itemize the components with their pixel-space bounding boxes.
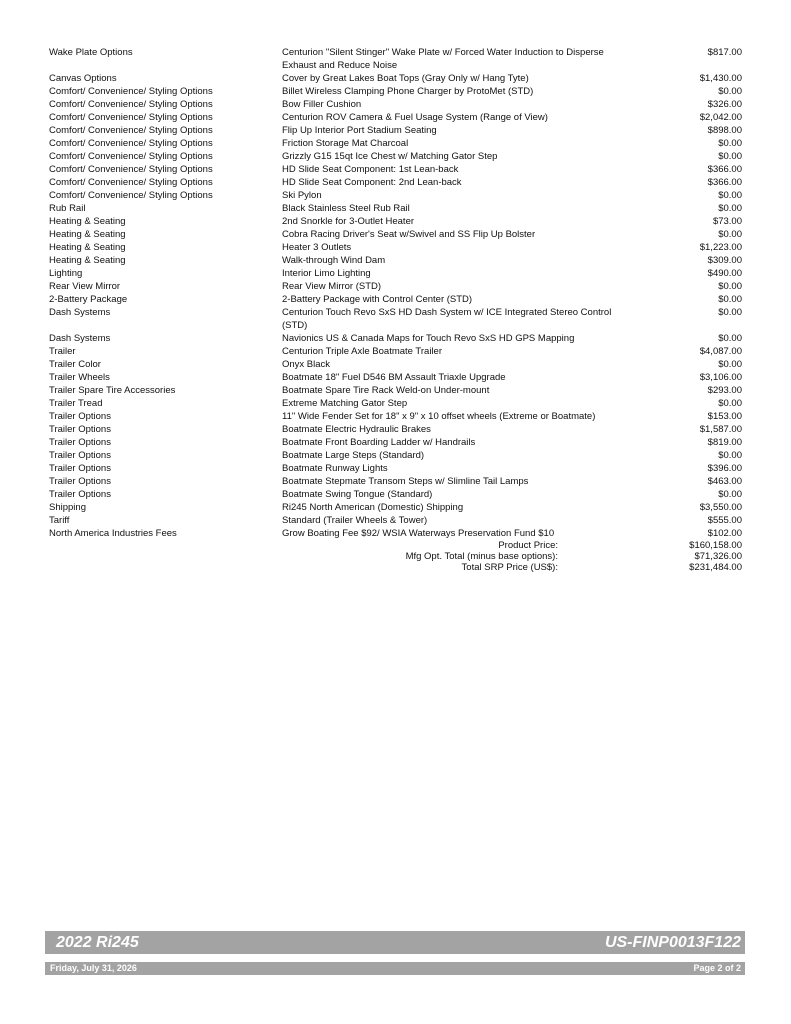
option-category: Trailer Options bbox=[49, 476, 111, 487]
option-price: $0.00 bbox=[718, 294, 742, 305]
option-price: $309.00 bbox=[707, 255, 742, 266]
option-price: $102.00 bbox=[707, 528, 742, 539]
option-category: Shipping bbox=[49, 502, 86, 513]
option-row bbox=[0, 72, 791, 85]
option-price: $396.00 bbox=[707, 463, 742, 474]
option-price: $1,587.00 bbox=[699, 424, 742, 435]
option-price: $817.00 bbox=[707, 47, 742, 58]
total-value: $71,326.00 bbox=[694, 551, 742, 562]
total-label: Mfg Opt. Total (minus base options): bbox=[405, 551, 558, 562]
option-description: Grow Boating Fee $92/ WSIA Waterways Preservation Fund $10 bbox=[282, 528, 555, 539]
option-description: Walk-through Wind Dam bbox=[282, 255, 386, 266]
option-row bbox=[0, 358, 791, 371]
option-row bbox=[0, 371, 791, 384]
option-category: 2-Battery Package bbox=[49, 294, 128, 305]
option-description: Boatmate Stepmate Transom Steps w/ Slimline Tail Lamps bbox=[282, 476, 529, 487]
option-price: $490.00 bbox=[707, 268, 742, 279]
option-price: $1,223.00 bbox=[699, 242, 742, 253]
option-category: Trailer bbox=[49, 346, 76, 357]
option-row bbox=[0, 514, 791, 527]
option-price: $0.00 bbox=[718, 138, 742, 149]
total-row bbox=[0, 540, 791, 551]
total-value: $231,484.00 bbox=[689, 562, 742, 573]
option-price: $0.00 bbox=[718, 281, 742, 292]
option-category: Heating & Seating bbox=[49, 255, 126, 266]
option-price: $153.00 bbox=[707, 411, 742, 422]
option-category: Dash Systems bbox=[49, 333, 111, 344]
option-description: Navionics US & Canada Maps for Touch Revo SxS HD GPS Mapping bbox=[282, 333, 575, 344]
option-description: HD Slide Seat Component: 1st Lean-back bbox=[282, 164, 459, 175]
option-category: Heating & Seating bbox=[49, 216, 126, 227]
option-price: $0.00 bbox=[718, 489, 742, 500]
option-price: $0.00 bbox=[718, 190, 742, 201]
option-price: $3,550.00 bbox=[699, 502, 742, 513]
option-category: Trailer Options bbox=[49, 424, 111, 435]
footer-date: Friday, July 31, 2026 bbox=[50, 963, 137, 973]
option-price: $0.00 bbox=[718, 359, 742, 370]
option-description: Centurion Touch Revo SxS HD Dash System w/ ICE Integrated Stereo Control (STD) bbox=[282, 307, 612, 331]
option-row bbox=[0, 501, 791, 514]
option-row bbox=[0, 488, 791, 501]
option-description: Ski Pylon bbox=[282, 190, 322, 201]
option-category: Trailer Options bbox=[49, 463, 111, 474]
option-category: Rear View Mirror bbox=[49, 281, 121, 292]
option-description: 2nd Snorkle for 3-Outlet Heater bbox=[282, 216, 415, 227]
option-price: $1,430.00 bbox=[699, 73, 742, 84]
option-description: Boatmate Front Boarding Ladder w/ Handrails bbox=[282, 437, 476, 448]
option-price: $293.00 bbox=[707, 385, 742, 396]
option-row bbox=[0, 85, 791, 98]
footer-hull-id: US-FINP0013F122 bbox=[604, 934, 741, 951]
option-row bbox=[0, 241, 791, 254]
option-category: Canvas Options bbox=[49, 73, 117, 84]
option-description: Extreme Matching Gator Step bbox=[282, 398, 408, 409]
option-category: Comfort/ Convenience/ Styling Options bbox=[49, 99, 213, 110]
option-description: Boatmate Large Steps (Standard) bbox=[282, 450, 425, 461]
option-row bbox=[0, 215, 791, 228]
option-category: Trailer Tread bbox=[49, 398, 103, 409]
total-row bbox=[0, 562, 791, 573]
option-category: Comfort/ Convenience/ Styling Options bbox=[49, 86, 213, 97]
option-category: Heating & Seating bbox=[49, 229, 126, 240]
option-category: Trailer Options bbox=[49, 437, 111, 448]
option-row bbox=[0, 449, 791, 462]
option-price: $0.00 bbox=[718, 151, 742, 162]
footer-info-bar bbox=[45, 962, 745, 975]
option-description: Boatmate 18" Fuel D546 BM Assault Triaxle Upgrade bbox=[282, 372, 506, 383]
option-price: $73.00 bbox=[712, 216, 742, 227]
option-description: Onyx Black bbox=[282, 359, 331, 370]
option-row bbox=[0, 462, 791, 475]
option-category: Lighting bbox=[49, 268, 83, 279]
option-row bbox=[0, 423, 791, 436]
options-table bbox=[0, 46, 791, 540]
option-category: Comfort/ Convenience/ Styling Options bbox=[49, 177, 213, 188]
option-row bbox=[0, 332, 791, 345]
option-category: Comfort/ Convenience/ Styling Options bbox=[49, 112, 213, 123]
option-category: Comfort/ Convenience/ Styling Options bbox=[49, 138, 213, 149]
total-row bbox=[0, 551, 791, 562]
option-category: Trailer Wheels bbox=[49, 372, 110, 383]
option-price: $463.00 bbox=[707, 476, 742, 487]
option-row bbox=[0, 163, 791, 176]
option-description: Boatmate Swing Tongue (Standard) bbox=[282, 489, 433, 500]
option-row bbox=[0, 124, 791, 137]
option-price: $0.00 bbox=[718, 398, 742, 409]
option-row bbox=[0, 202, 791, 215]
option-description: Black Stainless Steel Rub Rail bbox=[282, 203, 410, 214]
option-row bbox=[0, 527, 791, 540]
option-description: Flip Up Interior Port Stadium Seating bbox=[282, 125, 437, 136]
option-category: Trailer Color bbox=[49, 359, 101, 370]
option-row bbox=[0, 111, 791, 124]
option-price: $0.00 bbox=[718, 203, 742, 214]
option-price: $0.00 bbox=[718, 307, 742, 318]
option-row bbox=[0, 280, 791, 293]
option-price: $0.00 bbox=[718, 229, 742, 240]
option-price: $366.00 bbox=[707, 164, 742, 175]
option-price: $0.00 bbox=[718, 450, 742, 461]
option-description: HD Slide Seat Component: 2nd Lean-back bbox=[282, 177, 462, 188]
option-row bbox=[0, 306, 791, 332]
option-description: Heater 3 Outlets bbox=[282, 242, 352, 253]
option-description: Centurion "Silent Stinger" Wake Plate w/ Forced Water Induction to Disperse Exhaust and Reduce Noise bbox=[282, 47, 604, 71]
option-row bbox=[0, 436, 791, 449]
option-category: Trailer Options bbox=[49, 450, 111, 461]
option-price: $555.00 bbox=[707, 515, 742, 526]
option-description: 11" Wide Fender Set for 18" x 9" x 10 offset wheels (Extreme or Boatmate) bbox=[282, 411, 596, 422]
option-description: 2-Battery Package with Control Center (STD) bbox=[282, 294, 473, 305]
option-category: Comfort/ Convenience/ Styling Options bbox=[49, 151, 213, 162]
option-category: Trailer Options bbox=[49, 489, 111, 500]
option-row bbox=[0, 189, 791, 202]
option-row bbox=[0, 475, 791, 488]
footer-model: 2022 Ri245 bbox=[56, 934, 139, 951]
option-row bbox=[0, 254, 791, 267]
option-row bbox=[0, 410, 791, 423]
option-description: Cover by Great Lakes Boat Tops (Gray Only w/ Hang Tyte) bbox=[282, 73, 529, 84]
option-description: Centurion ROV Camera & Fuel Usage System (Range of View) bbox=[282, 112, 548, 123]
option-category: Rub Rail bbox=[49, 203, 86, 214]
option-category: Dash Systems bbox=[49, 307, 111, 318]
totals-section bbox=[0, 540, 791, 573]
option-category: Comfort/ Convenience/ Styling Options bbox=[49, 125, 213, 136]
option-row bbox=[0, 150, 791, 163]
option-description: Bow Filler Cushion bbox=[282, 99, 362, 110]
total-label: Product Price: bbox=[498, 540, 558, 551]
total-value: $160,158.00 bbox=[689, 540, 742, 551]
option-row bbox=[0, 267, 791, 280]
option-price: $0.00 bbox=[718, 333, 742, 344]
option-category: Trailer Options bbox=[49, 411, 111, 422]
option-row bbox=[0, 176, 791, 189]
option-row bbox=[0, 228, 791, 241]
total-label: Total SRP Price (US$): bbox=[461, 562, 558, 573]
option-description: Cobra Racing Driver's Seat w/Swivel and SS Flip Up Bolster bbox=[282, 229, 536, 240]
option-category: Comfort/ Convenience/ Styling Options bbox=[49, 164, 213, 175]
option-row bbox=[0, 137, 791, 150]
option-row bbox=[0, 46, 791, 72]
option-description: Grizzly G15 15qt Ice Chest w/ Matching Gator Step bbox=[282, 151, 498, 162]
option-description: Boatmate Runway Lights bbox=[282, 463, 388, 474]
option-description: Centurion Triple Axle Boatmate Trailer bbox=[282, 346, 442, 357]
option-row bbox=[0, 397, 791, 410]
option-category: Wake Plate Options bbox=[49, 47, 133, 58]
option-description: Interior Limo Lighting bbox=[282, 268, 371, 279]
option-description: Boatmate Spare Tire Rack Weld-on Under-mount bbox=[282, 385, 490, 396]
option-row bbox=[0, 384, 791, 397]
option-price: $2,042.00 bbox=[699, 112, 742, 123]
option-description: Rear View Mirror (STD) bbox=[282, 281, 382, 292]
option-description: Billet Wireless Clamping Phone Charger by ProtoMet (STD) bbox=[282, 86, 534, 97]
option-row bbox=[0, 345, 791, 358]
option-category: Heating & Seating bbox=[49, 242, 126, 253]
option-description: Friction Storage Mat Charcoal bbox=[282, 138, 409, 149]
option-row bbox=[0, 98, 791, 111]
footer-title-bar bbox=[45, 931, 745, 954]
option-description: Boatmate Electric Hydraulic Brakes bbox=[282, 424, 431, 435]
option-row bbox=[0, 293, 791, 306]
option-price: $3,106.00 bbox=[699, 372, 742, 383]
option-price: $4,087.00 bbox=[699, 346, 742, 357]
footer-page-number: Page 2 of 2 bbox=[693, 963, 741, 973]
option-description: Standard (Trailer Wheels & Tower) bbox=[282, 515, 428, 526]
option-category: Comfort/ Convenience/ Styling Options bbox=[49, 190, 213, 201]
option-category: Tariff bbox=[49, 515, 70, 526]
option-price: $326.00 bbox=[707, 99, 742, 110]
option-price: $819.00 bbox=[707, 437, 742, 448]
option-price: $0.00 bbox=[718, 86, 742, 97]
option-price: $898.00 bbox=[707, 125, 742, 136]
option-category: Trailer Spare Tire Accessories bbox=[49, 385, 176, 396]
option-price: $366.00 bbox=[707, 177, 742, 188]
option-category: North America Industries Fees bbox=[49, 528, 177, 539]
option-description: Ri245 North American (Domestic) Shipping bbox=[282, 502, 464, 513]
